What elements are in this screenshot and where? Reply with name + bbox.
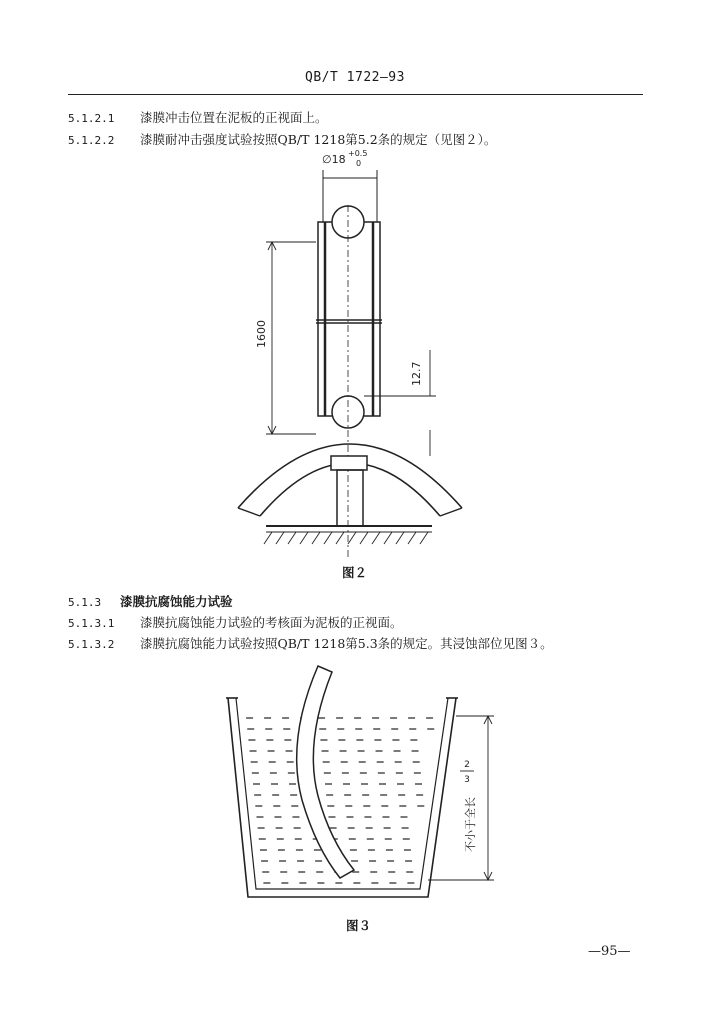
dim-gap-label: 12.7 — [410, 361, 423, 386]
clause-number: 5.1.3 — [68, 596, 102, 609]
fraction-numerator: 2 — [464, 760, 470, 770]
header-standard-code: QB/T 1722—93 — [305, 70, 405, 85]
clause-text: 漆膜抗腐蚀能力试验按照QB/T 1218第5.3条的规定。其浸蚀部位见图３。 — [140, 636, 553, 651]
dim-height-label: 1600 — [255, 320, 268, 348]
page-number: —95— — [588, 944, 631, 959]
clause-text: 漆膜抗腐蚀能力试验 — [120, 594, 233, 609]
clause-number: 5.1.2.2 — [68, 134, 115, 147]
dim-tolerance-lower: 0 — [356, 159, 362, 168]
dim-diameter-label: ∅18 — [322, 153, 346, 166]
bent-mudguard-sample — [297, 666, 354, 878]
clause-text: 漆膜耐冲击强度试验按照QB/T 1218第5.2条的规定（见图２）。 — [140, 132, 497, 147]
clause-number: 5.1.3.1 — [68, 617, 115, 630]
clause-number: 5.1.2.1 — [68, 112, 115, 125]
clause-number: 5.1.3.2 — [68, 638, 115, 651]
immersion-depth-label: 不小于全长 — [464, 797, 477, 852]
dim-tolerance-upper: +0.5 — [348, 149, 368, 158]
fraction-denominator: 3 — [464, 775, 470, 785]
clause-text: 漆膜冲击位置在泥板的正视面上。 — [140, 110, 328, 125]
figure-2-caption: 图２ — [342, 565, 368, 580]
figure-3-caption: 图３ — [346, 918, 372, 933]
clause-text: 漆膜抗腐蚀能力试验的考核面为泥板的正视面。 — [140, 615, 403, 630]
